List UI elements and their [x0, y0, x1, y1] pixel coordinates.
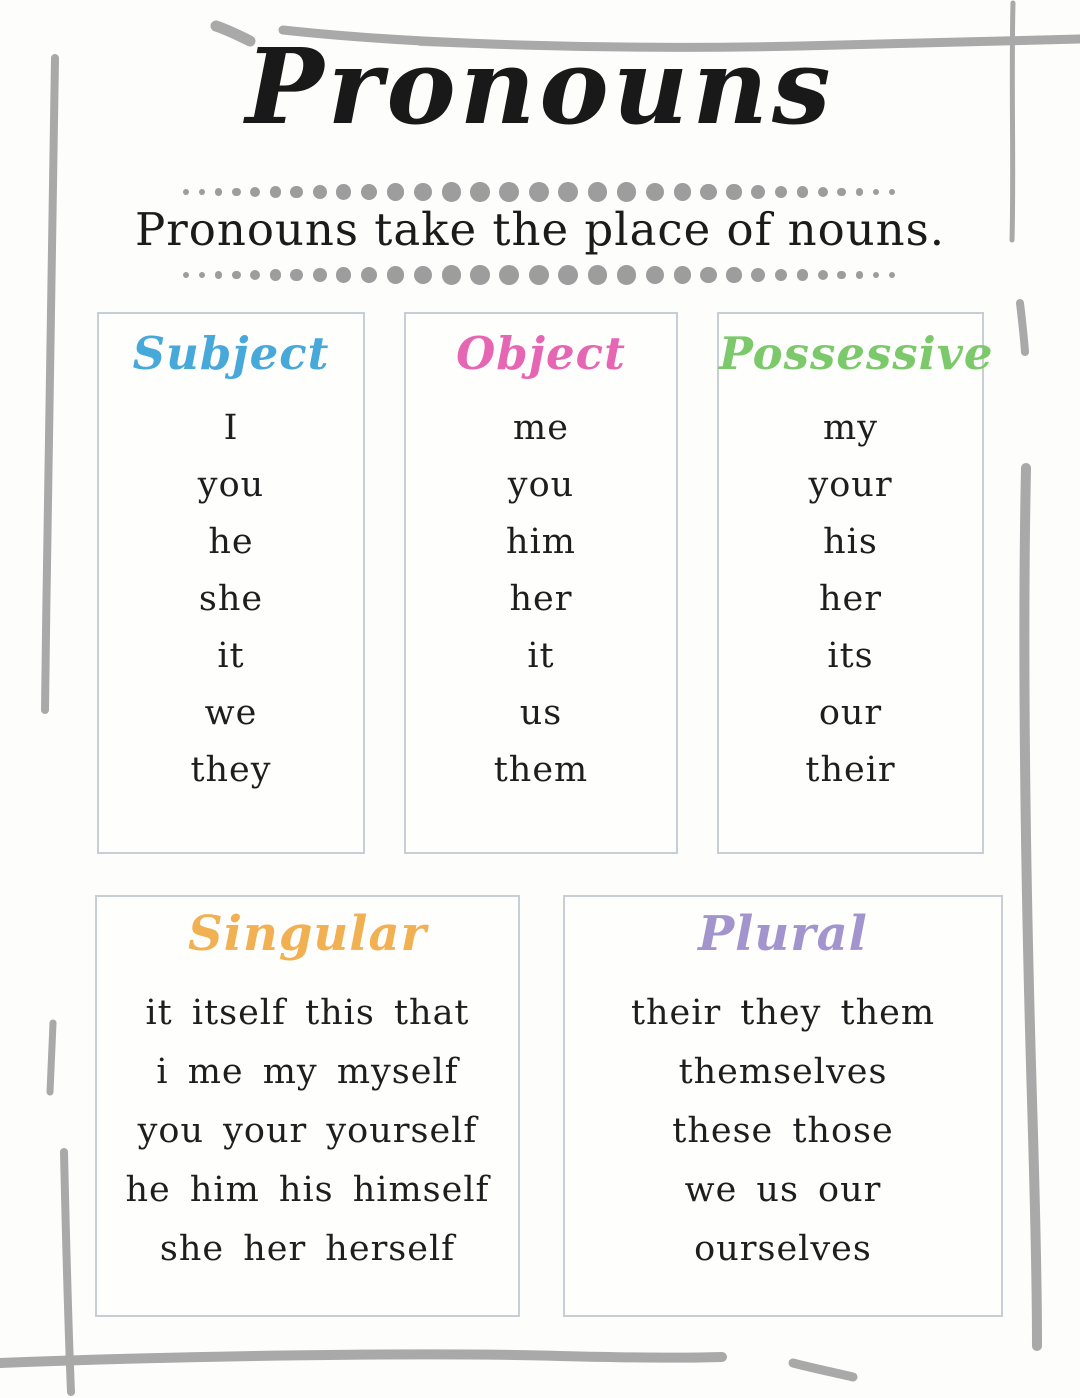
divider-dot	[617, 265, 636, 284]
divider-dot	[270, 269, 281, 280]
divider-dot	[199, 272, 206, 279]
divider-dot	[674, 183, 691, 200]
pronoun-item: her	[509, 578, 573, 619]
divider-dot	[529, 265, 549, 285]
sketch-bottom-dash	[793, 1363, 853, 1377]
divider-dot	[751, 185, 765, 199]
sketch-left-upper	[45, 58, 55, 710]
divider-dot	[588, 265, 608, 285]
divider-dot	[558, 265, 578, 285]
sketch-right-long	[1024, 468, 1037, 1346]
divider-dot	[232, 188, 241, 197]
pronoun-item: it	[527, 635, 555, 676]
divider-dot	[837, 271, 846, 280]
plural-box	[563, 895, 1003, 1317]
pronoun-line: themselves	[678, 1052, 888, 1093]
sketch-left-dash	[50, 1023, 53, 1092]
pronoun-line: these those	[672, 1111, 894, 1152]
divider-dot	[889, 189, 895, 195]
divider-dot	[183, 189, 189, 195]
singular-heading: Singular	[188, 906, 427, 962]
divider-dot	[873, 272, 880, 279]
divider-dot	[889, 272, 895, 278]
sketch-bottom-line	[0, 1354, 722, 1363]
divider-dot	[856, 188, 864, 196]
pronoun-item: he	[208, 521, 254, 562]
pronoun-item: your	[808, 464, 893, 505]
singular-box	[95, 895, 520, 1317]
pronoun-line: he him his himself	[125, 1170, 490, 1211]
divider-dot	[588, 182, 608, 202]
divider-dot	[442, 182, 461, 201]
pronoun-item: she	[198, 578, 264, 619]
divider-dot	[726, 267, 741, 282]
plural-heading: Plural	[698, 906, 868, 962]
divider-dot	[818, 187, 828, 197]
pronoun-item: it	[217, 635, 245, 676]
pronoun-item: them	[493, 749, 589, 790]
divider-dot	[199, 189, 206, 196]
pronoun-item: him	[506, 521, 576, 562]
divider-dot	[183, 272, 189, 278]
divider-dot	[700, 184, 716, 200]
divider-dot	[414, 266, 432, 284]
divider-dot	[674, 266, 691, 283]
divider-dot	[558, 182, 578, 202]
divider-dot	[775, 269, 788, 282]
divider-dot	[361, 267, 377, 283]
divider-dot	[313, 185, 327, 199]
sketch-left-bottom	[64, 1152, 71, 1392]
divider-dot	[313, 268, 327, 282]
divider-dot	[751, 268, 765, 282]
divider-dot	[470, 182, 490, 202]
divider-dot	[797, 269, 808, 280]
sketch-right-dash	[1020, 303, 1025, 352]
pronoun-line: ourselves	[694, 1229, 872, 1270]
object-pronoun-list	[406, 400, 676, 799]
pronoun-item: us	[519, 692, 563, 733]
divider-dot	[232, 271, 241, 280]
divider-dot	[873, 189, 880, 196]
divider-dot	[361, 184, 377, 200]
divider-dot	[775, 186, 788, 199]
pronoun-line: you your yourself	[137, 1111, 478, 1152]
divider-dot	[646, 266, 664, 284]
dotted-divider-bottom	[183, 263, 895, 287]
pronoun-item: we	[204, 692, 258, 733]
pronoun-item: you	[507, 464, 575, 505]
singular-pronoun-lines	[97, 984, 518, 1279]
divider-dot	[387, 183, 404, 200]
divider-dot	[700, 267, 716, 283]
pronoun-item: they	[190, 749, 272, 790]
pronoun-line: she her herself	[159, 1229, 456, 1270]
possessive-pronoun-list	[719, 400, 982, 799]
subject-box	[97, 312, 365, 854]
divider-dot	[215, 271, 223, 279]
object-box	[404, 312, 678, 854]
divider-dot	[250, 187, 260, 197]
divider-dot	[290, 269, 303, 282]
divider-dot	[818, 270, 828, 280]
pronoun-item: her	[819, 578, 882, 619]
divider-dot	[215, 188, 223, 196]
divider-dot	[856, 271, 864, 279]
divider-dot	[726, 184, 741, 199]
divider-dot	[290, 186, 303, 199]
pronoun-line: we us our	[684, 1170, 882, 1211]
divider-dot	[414, 183, 432, 201]
pronoun-line: it itself this that	[145, 993, 470, 1034]
divider-dot	[270, 186, 281, 197]
divider-dot	[499, 265, 519, 285]
divider-dot	[442, 265, 461, 284]
divider-dot	[617, 182, 636, 201]
plural-pronoun-lines	[565, 984, 1001, 1279]
divider-dot	[387, 266, 404, 283]
pronoun-item: my	[823, 407, 878, 448]
divider-dot	[837, 188, 846, 197]
divider-dot	[646, 183, 664, 201]
divider-dot	[336, 184, 351, 199]
pronoun-item: me	[513, 407, 569, 448]
pronoun-item: you	[197, 464, 265, 505]
divider-dot	[336, 267, 351, 282]
divider-dot	[470, 265, 490, 285]
possessive-box	[717, 312, 994, 854]
possessive-heading: Possessive	[719, 327, 994, 380]
pronoun-line: their they them	[630, 993, 936, 1034]
pronoun-item: their	[805, 749, 896, 790]
poster-subtitle: Pronouns take the place of nouns.	[134, 203, 946, 256]
subject-heading: Subject	[132, 327, 330, 380]
pronoun-item: his	[823, 521, 878, 562]
dotted-divider-top	[183, 180, 895, 204]
divider-dot	[797, 186, 808, 197]
pronoun-item: our	[818, 692, 883, 733]
divider-dot	[529, 182, 549, 202]
object-heading: Object	[456, 327, 626, 380]
poster-title: Pronouns	[245, 25, 835, 148]
divider-dot	[499, 182, 519, 202]
pronoun-item: its	[827, 635, 874, 676]
pronoun-item: I	[223, 407, 239, 448]
subject-pronoun-list	[99, 400, 363, 799]
pronoun-line: i me my myself	[156, 1052, 459, 1093]
divider-dot	[250, 270, 260, 280]
